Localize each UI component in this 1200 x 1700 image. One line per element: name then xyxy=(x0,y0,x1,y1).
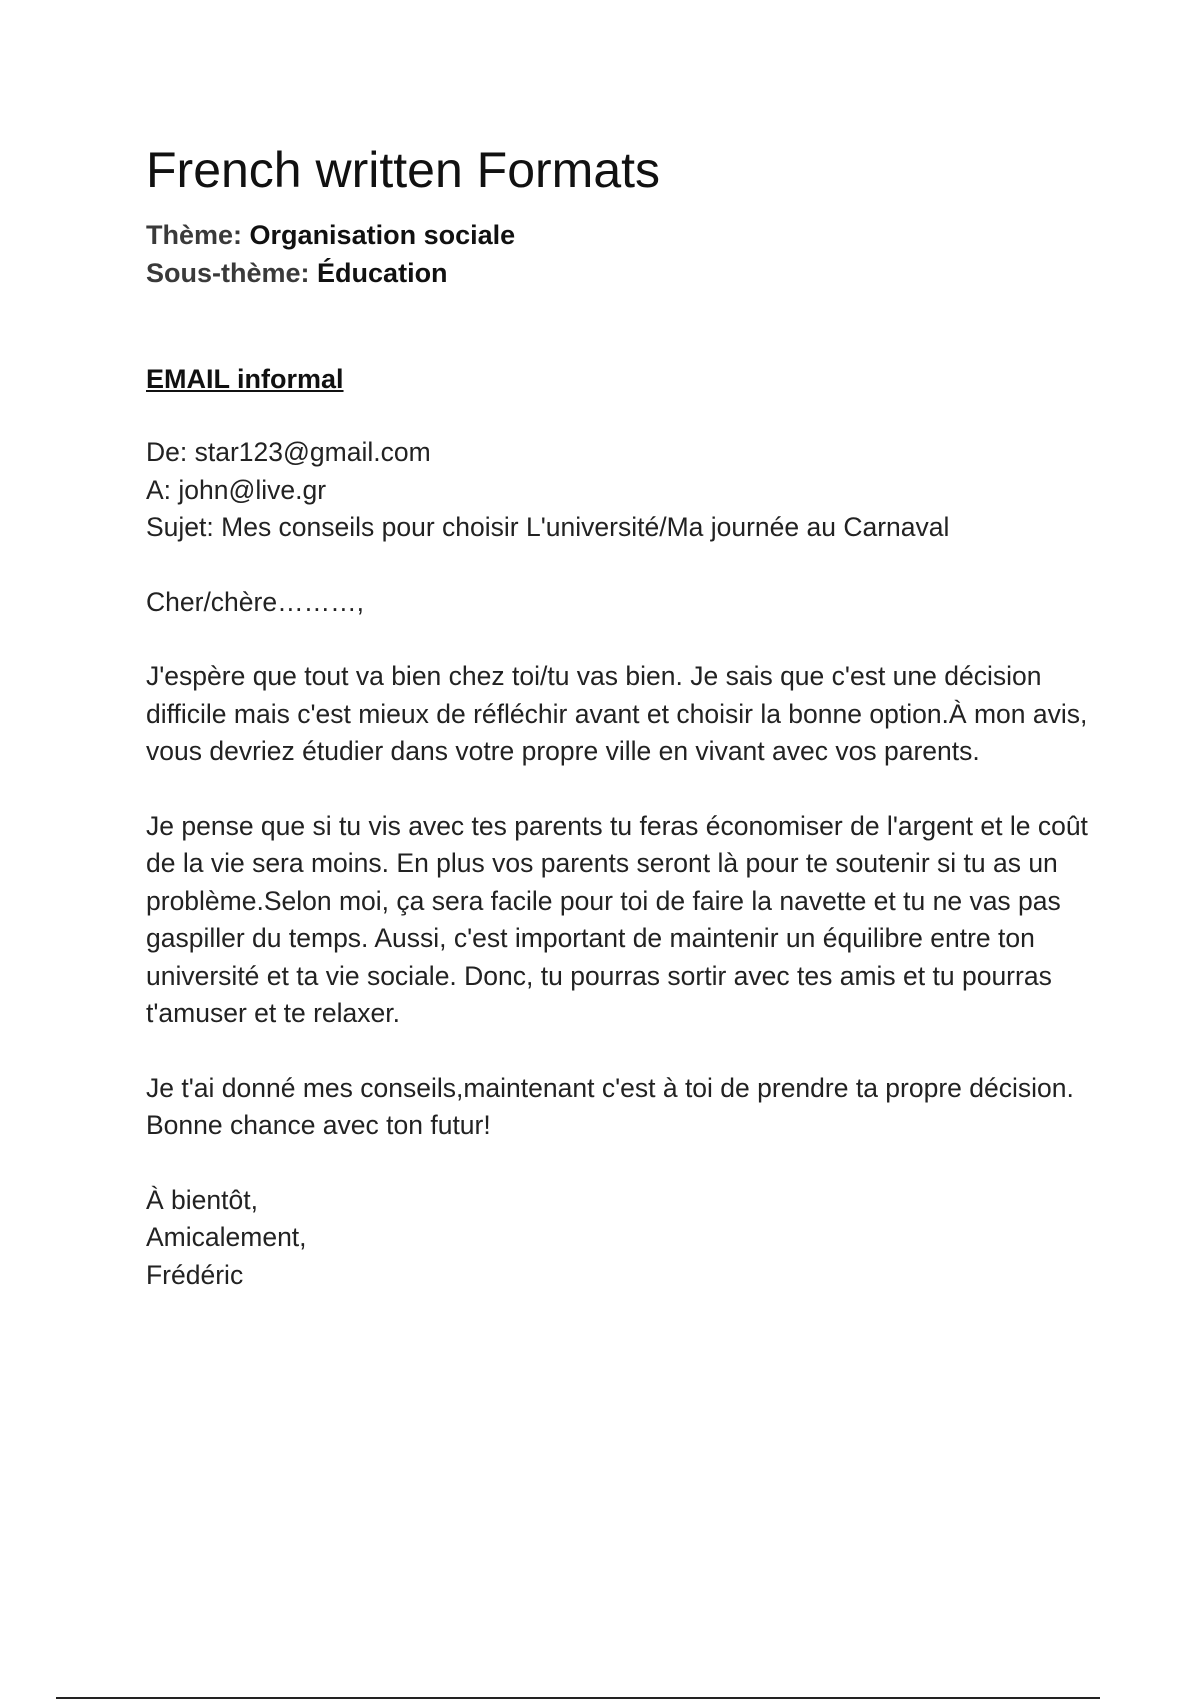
signature: Frédéric xyxy=(146,1259,244,1290)
document-page xyxy=(146,140,1106,1294)
theme-value: Organisation sociale xyxy=(249,220,516,250)
theme-info xyxy=(146,216,1106,292)
closing-line-2: Amicalement, xyxy=(146,1222,307,1252)
email-greeting: Cher/chère………, xyxy=(146,586,364,617)
email-paragraph-3: Je t'ai donné mes conseils,maintenant c'est à toi de prendre ta propre décision. Bonne chance avec ton futur! xyxy=(146,1072,1074,1140)
email-from: De: star123@gmail.com xyxy=(146,437,431,467)
document-title: French written Formats xyxy=(146,142,661,198)
closing-line-1: À bientôt, xyxy=(146,1184,258,1215)
footer-rule xyxy=(56,1697,1100,1699)
email-headers xyxy=(146,434,1106,547)
subtheme-label: Sous-thème: xyxy=(146,258,310,288)
theme-label: Thème: xyxy=(146,220,243,250)
subtheme-line xyxy=(146,254,1106,292)
email-paragraph-2: Je pense que si tu vis avec tes parents tu feras économiser de l'argent et le coût de la vie sera moins. En plus vos parents seront là pour te soutenir si tu as un problème.Selon moi, ça sera facile pour toi de faire la navette et tu ne vas pas gaspiller du temps. Aussi, c'est important de maintenir un équilibre entre ton université et ta vie sociale. Donc, tu pourras sortir avec tes amis et tu pourras t'amuser et te relaxer. xyxy=(146,810,1088,1028)
email-subject: Sujet: Mes conseils pour choisir L'université/Ma journée au Carnaval xyxy=(146,512,950,542)
email-closing xyxy=(146,1182,1106,1295)
section-title: EMAIL informal xyxy=(146,364,344,394)
subtheme-value: Éducation xyxy=(317,258,448,288)
email-to: A: john@live.gr xyxy=(146,474,327,505)
email-paragraph-1: J'espère que tout va bien chez toi/tu vas bien. Je sais que c'est une décision difficile mais c'est mieux de réfléchir avant et choisir la bonne option.À mon avis, vous devriez étudier dans votre propre ville en vivant avec vos parents. xyxy=(146,661,1088,766)
theme-line xyxy=(146,216,1106,254)
